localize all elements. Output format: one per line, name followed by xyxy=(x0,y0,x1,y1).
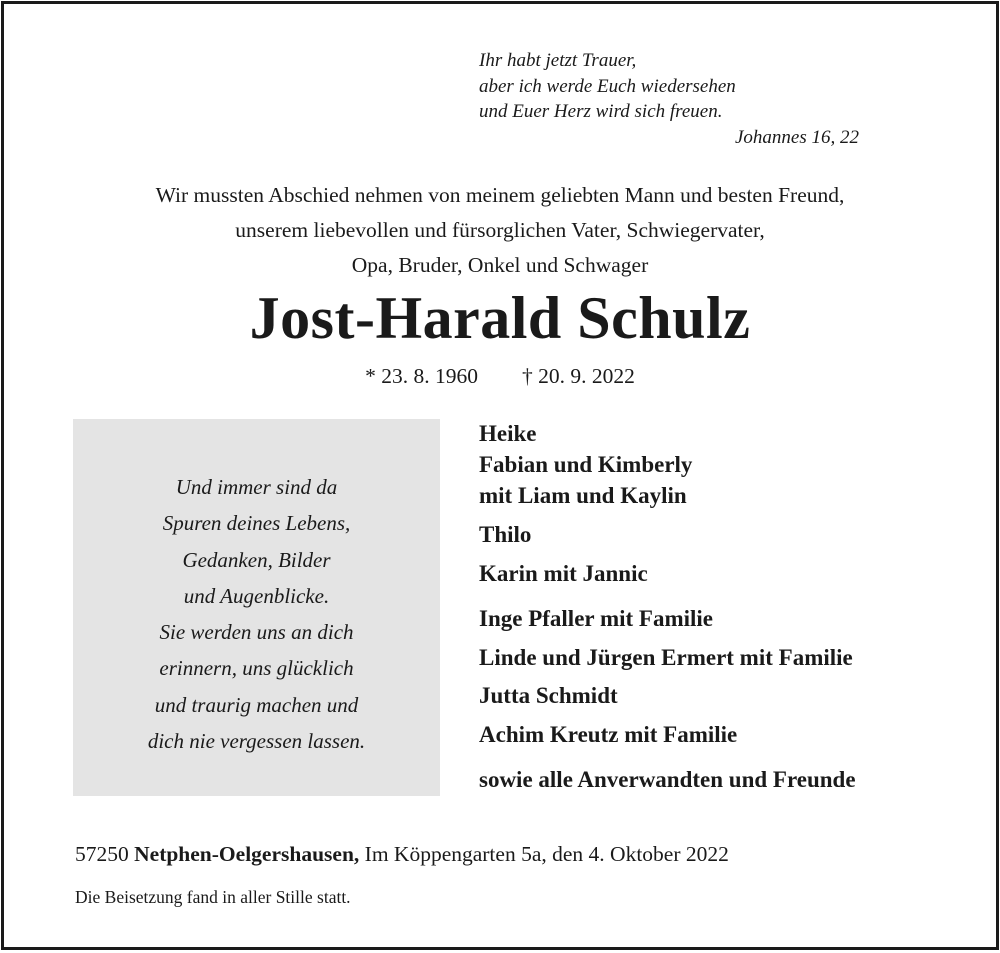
quote-line: dich nie vergessen lassen. xyxy=(147,729,366,754)
quote-box xyxy=(73,419,440,796)
verse-line: Ihr habt jetzt Trauer, xyxy=(479,50,637,71)
verse-reference: Johannes 16, 22 xyxy=(734,126,859,148)
verse-line: und Euer Herz wird sich freuen. xyxy=(479,101,723,122)
quote-line: Sie werden uns an dich xyxy=(159,620,354,645)
quote-line: und Augenblicke. xyxy=(183,583,330,608)
town: Netphen-Oelgershausen, xyxy=(134,842,360,866)
mourner: Inge Pfaller mit Familie xyxy=(479,606,713,631)
street-and-date: Im Köppengarten 5a, den 4. Oktober 2022 xyxy=(364,842,729,866)
mourner: Linde und Jürgen Ermert mit Familie xyxy=(479,645,853,670)
mourner: Fabian und Kimberly xyxy=(479,452,693,477)
memorial-quote xyxy=(73,469,440,759)
quote-line: erinnern, uns glücklich xyxy=(159,656,354,681)
mourner: mit Liam und Kaylin xyxy=(479,483,687,508)
address-line xyxy=(75,840,729,868)
obituary-notice xyxy=(1,1,999,950)
quote-line: Spuren deines Lebens, xyxy=(162,511,351,536)
intro-line: Opa, Bruder, Onkel und Schwager xyxy=(351,253,649,277)
quote-line: Und immer sind da xyxy=(175,475,338,499)
postcode: 57250 xyxy=(75,842,129,866)
mourner: Thilo xyxy=(479,522,532,547)
mourner: Heike xyxy=(479,421,537,446)
mourner: Jutta Schmidt xyxy=(479,683,618,708)
mourner: Karin mit Jannic xyxy=(479,561,648,586)
verse-line: aber ich werde Euch wiedersehen xyxy=(479,75,736,97)
bible-verse xyxy=(479,48,879,150)
death-date: † 20. 9. 2022 xyxy=(522,364,635,388)
birth-date: * 23. 8. 1960 xyxy=(365,364,478,388)
intro-text xyxy=(4,178,996,283)
burial-note: Die Beisetzung fand in aller Stille statt. xyxy=(75,887,351,907)
mourner: Achim Kreutz mit Familie xyxy=(479,722,738,747)
intro-line: Wir mussten Abschied nehmen von meinem geliebten Mann und besten Freund, xyxy=(155,183,845,207)
deceased-name: Jost-Harald Schulz xyxy=(249,285,751,351)
quote-line: Gedanken, Bilder xyxy=(182,547,331,572)
mourners-list xyxy=(479,418,979,795)
mourner-closing: sowie alle Anverwandten und Freunde xyxy=(479,767,856,792)
life-dates xyxy=(4,362,996,390)
quote-line: und traurig machen und xyxy=(154,692,359,717)
intro-line: unserem liebevollen und fürsorglichen Vater, Schwiegervater, xyxy=(235,218,765,242)
